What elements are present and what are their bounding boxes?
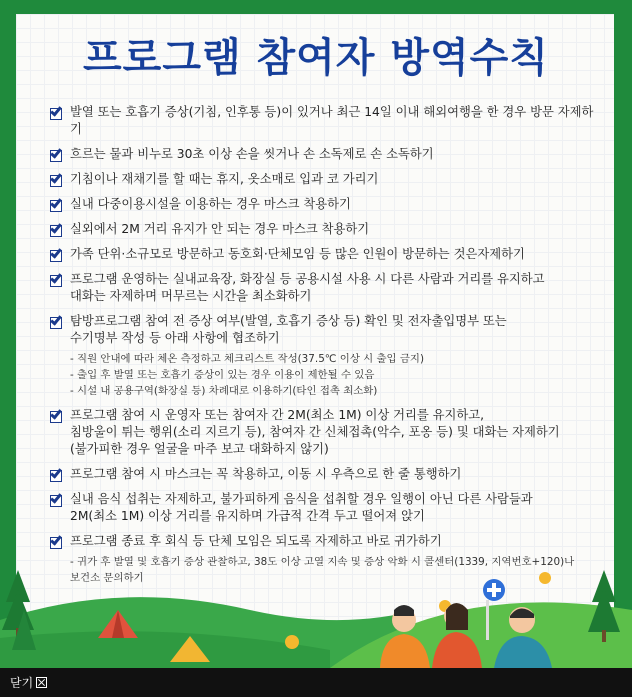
checkbox-checked-icon (50, 198, 64, 212)
close-icon (36, 677, 47, 688)
rule-text: 실내 다중이용시설을 이용하는 경우 마스크 착용하기 (70, 197, 351, 211)
checkbox-checked-icon (50, 248, 64, 262)
rule-text: 프로그램 종료 후 회식 등 단체 모임은 되도록 자제하고 바로 귀가하기 (70, 534, 442, 548)
rule-text: 가족 단위·소규모로 방문하고 동호회·단체모임 등 많은 인원이 방문하는 것은자제하기 (70, 247, 525, 261)
rule-text: 탐방프로그램 참여 전 증상 여부(발열, 호흡기 증상 등) 확인 및 전자출입명부 또는 수기명부 작성 등 아래 사항에 협조하기 (70, 314, 507, 345)
rule-text: 흐르는 물과 비누로 30초 이상 손을 씻거나 손 소독제로 손 소독하기 (70, 147, 434, 161)
checkbox-checked-icon (50, 493, 64, 507)
rule-sub-item: - 귀가 후 발열 및 호흡기 증상 관찰하고, 38도 이상 고열 지속 및 증상 악화 시 콜센터(1339, 지역번호+120)나 보건소 문의하기 (70, 556, 575, 584)
close-label: 닫기 (10, 676, 34, 690)
rule-item (50, 171, 600, 188)
checkbox-checked-icon (50, 535, 64, 549)
rule-sub-list (50, 351, 600, 399)
rule-sub-item: - 직원 안내에 따라 체온 측정하고 체크리스트 작성(37.5℃ 이상 시 출입 금지) (70, 353, 424, 365)
rule-item (50, 466, 600, 483)
rule-sub-item: - 출입 후 발열 또는 호흡기 증상이 있는 경우 이용이 제한될 수 있음 (70, 369, 375, 381)
rule-text: 실외에서 2M 거리 유지가 안 되는 경우 마스크 착용하기 (70, 222, 370, 236)
rule-text: 실내 음식 섭취는 자제하고, 불가피하게 음식을 섭취할 경우 일행이 아닌 다른 사람들과 2M(최소 1M) 이상 거리를 유지하며 가급적 간격 두고 떨어져 앉기 (70, 492, 533, 523)
rule-text: 프로그램 참여 시 운영자 또는 참여자 간 2M(최소 1M) 이상 거리를 유지하고, 침방울이 튀는 행위(소리 지르기 등), 참여자 간 신체접촉(악수, 포옹 등) 및 대화는 자제하기 (불가피한 경우 얼굴을 마주 보고 대화하지 않기) (70, 408, 560, 456)
rule-text: 발열 또는 호흡기 증상(기침, 인후통 등)이 있거나 최근 14일 이내 해외여행을 한 경우 방문 자제하기 (70, 105, 594, 136)
rule-text: 프로그램 참여 시 마스크는 꼭 착용하고, 이동 시 우측으로 한 줄 통행하기 (70, 467, 462, 481)
rule-sub-list (50, 554, 600, 586)
rule-text: 프로그램 운영하는 실내교육장, 화장실 등 공용시설 사용 시 다른 사람과 거리를 유지하고 대화는 자제하며 머무르는 시간을 최소화하기 (70, 272, 545, 303)
close-button[interactable] (10, 674, 47, 691)
rule-item (50, 533, 600, 550)
page-title: 프로그램 참여자 방역수칙 (83, 35, 549, 81)
rule-item (50, 221, 600, 238)
rule-item (50, 271, 600, 305)
rule-item (50, 104, 600, 138)
rule-item (50, 491, 600, 525)
rule-text: 기침이나 재채기를 할 때는 휴지, 옷소매로 입과 코 가리기 (70, 172, 379, 186)
rule-sub-item: - 시설 내 공용구역(화장실 등) 차례대로 이용하기(타인 접촉 최소화) (70, 385, 378, 397)
checkbox-checked-icon (50, 468, 64, 482)
checkbox-checked-icon (50, 173, 64, 187)
rule-item (50, 313, 600, 347)
popup-footer (0, 668, 632, 697)
rule-item (50, 407, 600, 458)
checkbox-checked-icon (50, 223, 64, 237)
rule-item (50, 246, 600, 263)
checkbox-checked-icon (50, 106, 64, 120)
rule-item (50, 146, 600, 163)
checkbox-checked-icon (50, 409, 64, 423)
checkbox-checked-icon (50, 273, 64, 287)
rule-item (50, 196, 600, 213)
checkbox-checked-icon (50, 315, 64, 329)
rules-list (50, 104, 600, 594)
checkbox-checked-icon (50, 148, 64, 162)
